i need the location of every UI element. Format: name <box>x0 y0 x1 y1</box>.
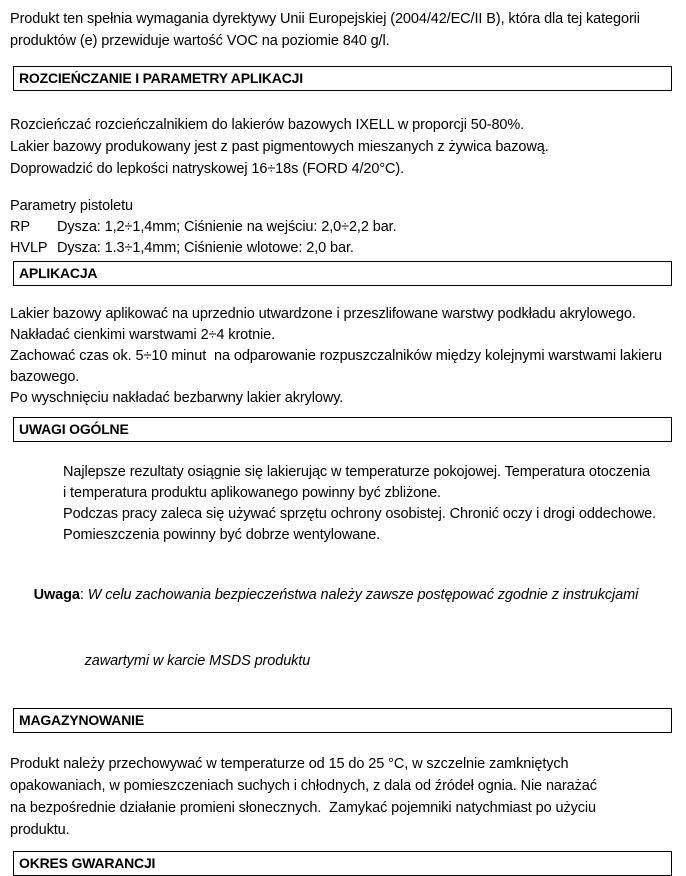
text-line: Lakier bazowy aplikować na uprzednio utwardzone i przeszlifowane warstwy podkładu akrylowego. <box>10 306 636 322</box>
gun-row <box>10 217 674 238</box>
text-line: bazowego. <box>10 369 80 385</box>
note-separator: : <box>79 587 88 603</box>
gun-parameters-title: Parametry pistoletu <box>10 198 134 214</box>
general-notes-paragraphs <box>63 462 674 546</box>
note-label: Uwaga <box>33 587 80 603</box>
note-line <box>10 562 674 628</box>
storage-paragraph <box>10 753 674 841</box>
section-title: UWAGI OGÓLNE <box>19 421 129 437</box>
section-header-dilution <box>13 66 672 91</box>
section-title: ROZCIEŃCZANIE I PARAMETRY APLIKACJI <box>19 70 303 86</box>
gun-type-label: RP <box>10 219 30 235</box>
dilution-paragraph <box>10 114 674 180</box>
text-line: Doprowadzić do lepkości natryskowej 16÷18s (FORD 4/20°C). <box>10 161 405 177</box>
intro-paragraph <box>10 8 674 52</box>
section-title: APLIKACJA <box>19 265 98 281</box>
section-header-application <box>13 261 672 286</box>
safety-note <box>10 562 674 694</box>
gun-spec: Dysza: 1,2÷1,4mm; Ciśnienie na wejściu: 2,0÷2,2 bar. <box>57 219 397 235</box>
gun-row <box>10 238 674 259</box>
text-line: Produkt należy przechowywać w temperaturze od 15 do 25 °C, w szczelnie zamkniętych <box>10 756 569 772</box>
section-title: OKRES GWARANCJI <box>19 855 156 871</box>
text-line: Pomieszczenia powinny być dobrze wentylowane. <box>63 527 381 543</box>
text-line: Zachować czas ok. 5÷10 minut na odparowanie rozpuszczalników między kolejnymi warstwami lakieru <box>10 348 662 364</box>
text-line: Po wyschnięciu nakładać bezbarwny lakier akrylowy. <box>10 390 344 406</box>
text-line: Lakier bazowy produkowany jest z past pigmentowych mieszanych z żywica bazową. <box>10 139 549 155</box>
note-text: W celu zachowania bezpieczeństwa należy zawsze postępować zgodnie z instrukcjami <box>87 587 639 603</box>
section-header-storage <box>13 708 672 733</box>
text-line: i temperatura produktu aplikowanego powinny być zbliżone. <box>63 485 441 501</box>
gun-type-label: HVLP <box>10 240 48 256</box>
gun-spec: Dysza: 1.3÷1,4mm; Ciśnienie wlotowe: 2,0 bar. <box>57 240 354 256</box>
section-header-warranty <box>13 851 672 876</box>
text-line: produktu. <box>10 822 70 838</box>
text-line: na bezpośrednie działanie promieni słonecznych. Zamykać pojemniki natychmiast po użyciu <box>10 800 596 816</box>
text-line: Najlepsze rezultaty osiągnie się lakierując w temperaturze pokojowej. Temperatura otoczenia <box>63 464 651 480</box>
application-paragraph <box>10 304 674 409</box>
gun-parameters <box>10 196 674 259</box>
text-line: Podczas pracy zaleca się używać sprzętu ochrony osobistej. Chronić oczy i drogi oddechowe. <box>63 506 657 522</box>
text-line: Produkt ten spełnia wymagania dyrektywy Unii Europejskiej (2004/42/EC/II B), która dla tej kategorii <box>10 11 640 27</box>
text-line: Nakładać cienkimi warstwami 2÷4 krotnie. <box>10 327 276 343</box>
text-line: opakowaniach, w pomieszczeniach suchych i chłodnych, z dala od źródeł ognia. Nie narażać <box>10 778 597 794</box>
note-text: zawartymi w karcie MSDS produktu <box>84 653 311 669</box>
section-title: MAGAZYNOWANIE <box>19 712 144 728</box>
text-line: produktów (e) przewiduje wartość VOC na poziomie 840 g/l. <box>10 33 390 49</box>
section-header-general-notes <box>13 417 672 442</box>
text-line: Rozcieńczać rozcieńczalnikiem do lakierów bazowych IXELL w proporcji 50-80%. <box>10 117 525 133</box>
note-line <box>61 628 674 694</box>
